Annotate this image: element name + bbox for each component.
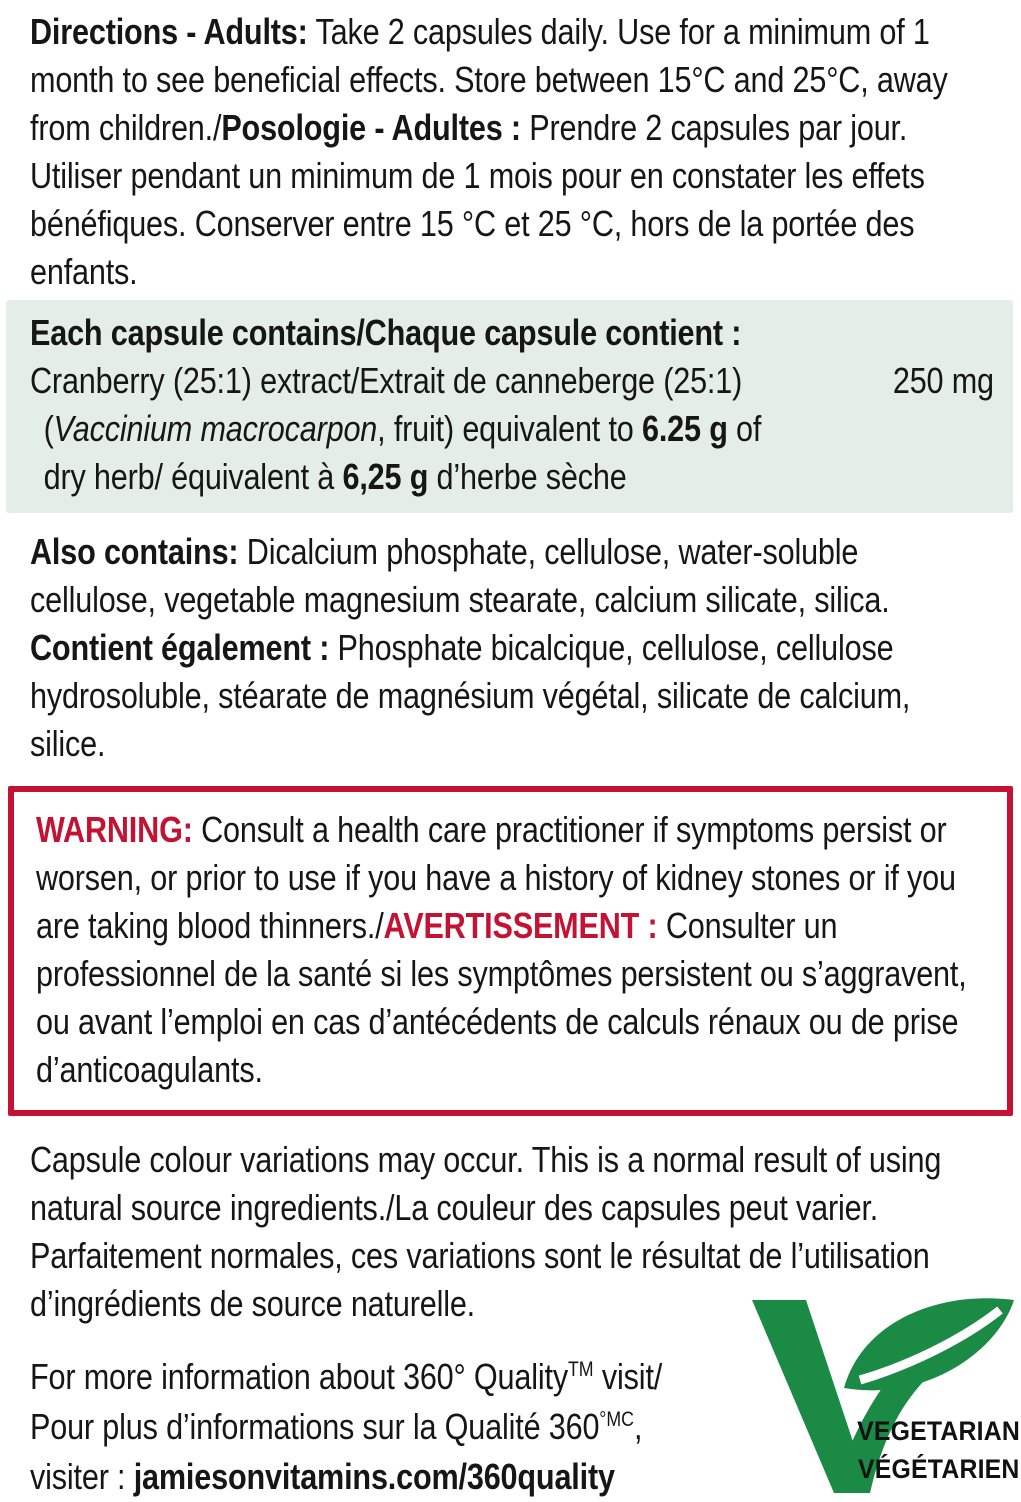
directions-heading-fr: Posologie - Adultes : bbox=[221, 107, 521, 148]
warning-label-fr: AVERTISSEMENT : bbox=[383, 905, 658, 946]
ingredient-equivalence-fr bbox=[30, 453, 999, 501]
medicinal-ingredient-box bbox=[6, 300, 1013, 513]
vegetarian-badge bbox=[748, 1288, 1020, 1500]
equivalence-amount-en: 6.25 g bbox=[641, 408, 728, 449]
more-info-text-en: For more information about 360° Quality bbox=[30, 1356, 568, 1397]
website-url: jamiesonvitamins.com/360quality bbox=[133, 1456, 615, 1497]
also-contains-text-en: Dicalcium phosphate, cellulose, water-soluble cellulose, vegetable magnesium stearate, calcium silicate, silica. bbox=[30, 531, 890, 620]
warning-paragraph bbox=[36, 806, 991, 1094]
ingredient-amount: 250 mg bbox=[892, 360, 994, 401]
mc-superscript: °MC bbox=[599, 1408, 634, 1431]
directions-text-fr: Prendre 2 capsules par jour. Utiliser pendant un minimum de 1 mois pour en constater les effets bénéfiques. Conserver entre 15 °C et 25 °C, hors de la portée des enfants. bbox=[30, 107, 925, 292]
each-capsule-heading: Each capsule contains/Chaque capsule contient : bbox=[30, 312, 742, 353]
equivalence-tail-fr: d’herbe sèche bbox=[428, 456, 627, 497]
website-line bbox=[30, 1452, 795, 1502]
more-info-text-fr: Pour plus d’informations sur la Qualité 360 bbox=[30, 1406, 600, 1447]
warning-text-en: Consult a health care practitioner if symptoms persist or worsen, or prior to use if you have a history of kidney stones or if you are taking blood thinners./ bbox=[36, 809, 956, 946]
trademark-superscript: TM bbox=[567, 1358, 594, 1381]
directions-paragraph bbox=[30, 8, 991, 296]
more-info-tail-fr: , bbox=[633, 1406, 643, 1447]
vegetarian-label-fr: VÉGÉTARIEN bbox=[858, 1454, 1020, 1484]
equivalence-tail-en: of bbox=[727, 408, 762, 449]
latin-botanical-name: Vaccinium macrocarpon bbox=[53, 408, 378, 449]
equivalence-amount-fr: 6,25 g bbox=[342, 456, 429, 497]
more-info-block bbox=[30, 1352, 795, 1502]
vegetarian-label-en: VEGETARIAN bbox=[857, 1416, 1020, 1446]
also-contains-text-fr: Phosphate bicalcique, cellulose, cellulose hydrosoluble, stéarate de magnésium végétal, silicate de calcium, silice. bbox=[30, 627, 911, 764]
more-info-line-fr bbox=[30, 1402, 795, 1452]
warning-label-en: WARNING: bbox=[36, 809, 193, 850]
warning-box bbox=[8, 786, 1013, 1116]
visit-prefix: visiter : bbox=[30, 1456, 134, 1497]
also-contains-paragraph bbox=[30, 528, 991, 768]
medicinal-ingredient-content bbox=[30, 309, 999, 501]
warning-text-fr: Consulter un professionnel de la santé si les symptômes persistent ou s’aggravent, ou avant l’emploi en cas d’antécédents de calculs rénaux ou de prise d’anticoagulants. bbox=[36, 905, 967, 1090]
capsule-colour-note: Capsule colour variations may occur. This is a normal result of using natural source ingredients./La couleur des capsules peut varier. Parfaitement normales, ces variations sont le résultat de l’utilisation d’ingrédients de source naturelle. bbox=[30, 1139, 942, 1324]
more-info-tail-en: visit/ bbox=[593, 1356, 663, 1397]
also-contains-label-fr: Contient également : bbox=[30, 627, 330, 668]
ingredient-equivalence-en bbox=[30, 405, 999, 453]
ingredient-name: Cranberry (25:1) extract/Extrait de canneberge (25:1) bbox=[30, 360, 743, 401]
directions-text-en: Take 2 capsules daily. Use for a minimum of 1 month to see beneficial effects. Store between 15°C and 25°C, away from children./ bbox=[30, 11, 948, 148]
more-info-line-en bbox=[30, 1352, 795, 1402]
directions-heading-en: Directions - Adults: bbox=[30, 11, 308, 52]
equivalence-text-fr: dry herb/ équivalent à bbox=[43, 456, 343, 497]
ingredient-row bbox=[30, 357, 999, 405]
also-contains-label-en: Also contains: bbox=[30, 531, 239, 572]
equivalence-open-paren: ( bbox=[43, 408, 54, 449]
equivalence-text-en: , fruit) equivalent to bbox=[377, 408, 642, 449]
